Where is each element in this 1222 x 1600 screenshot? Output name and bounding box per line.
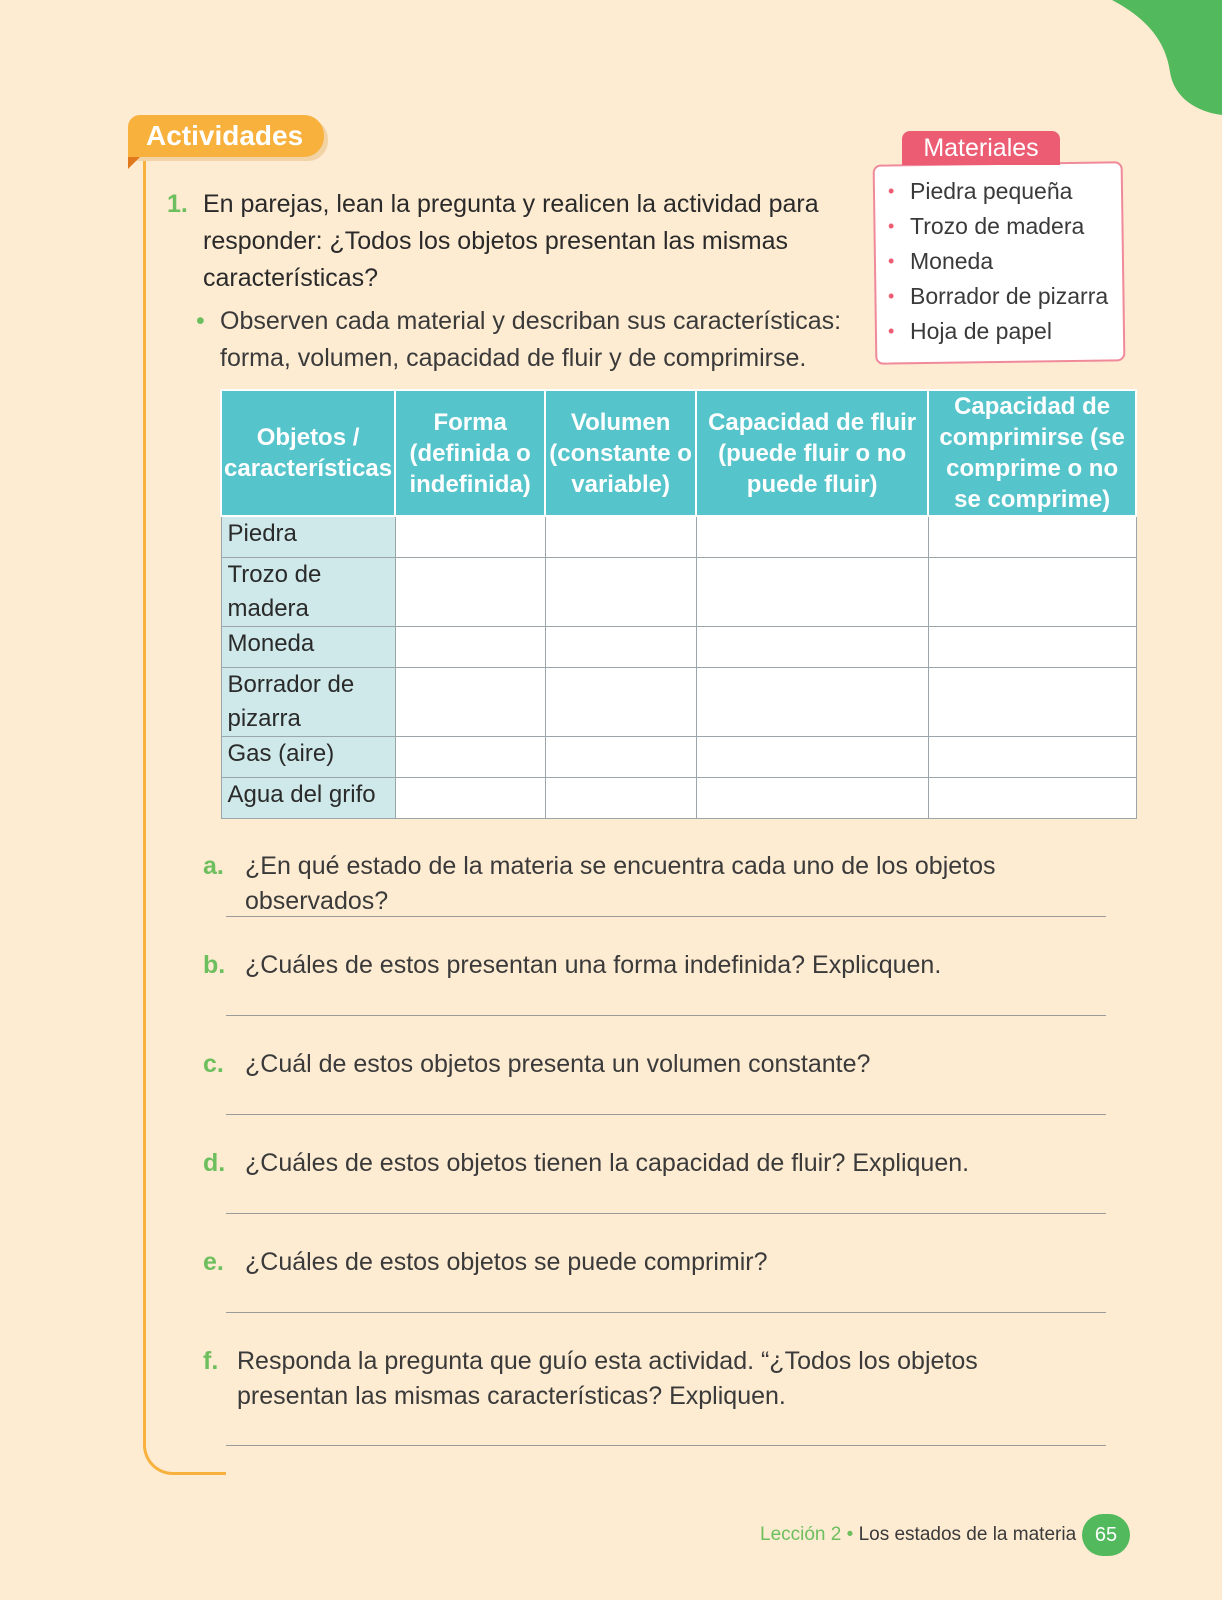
- answer-cell[interactable]: [696, 736, 928, 777]
- question-letter: f.: [203, 1347, 219, 1375]
- header-compress: Capacidad de comprimirse (se comprime o no se comprime): [928, 390, 1136, 516]
- row-label: Piedra: [221, 516, 395, 557]
- activity-title: Actividades: [146, 120, 304, 151]
- answer-cell[interactable]: [928, 777, 1136, 818]
- question-text: ¿En qué estado de la materia se encuentra cada uno de los objetos observados?: [245, 852, 996, 915]
- question-f: [203, 1344, 1003, 1414]
- answer-cell[interactable]: [395, 626, 545, 667]
- material-item: • Hoja de papel: [888, 314, 1108, 349]
- table-row: [221, 667, 1136, 736]
- question-text: ¿Cuáles de estos objetos se puede comprimir?: [245, 1248, 768, 1276]
- table-row: [221, 736, 1136, 777]
- answer-cell[interactable]: [928, 557, 1136, 626]
- answer-cell[interactable]: [545, 777, 696, 818]
- answer-cell[interactable]: [395, 667, 545, 736]
- answer-cell[interactable]: [395, 557, 545, 626]
- answer-cell[interactable]: [928, 516, 1136, 557]
- answer-line-e[interactable]: [226, 1312, 1106, 1313]
- answer-cell[interactable]: [545, 557, 696, 626]
- answer-cell[interactable]: [928, 667, 1136, 736]
- answer-cell[interactable]: [395, 736, 545, 777]
- question-letter: c.: [203, 1050, 224, 1078]
- row-label: Trozo de madera: [221, 557, 395, 626]
- answer-cell[interactable]: [545, 516, 696, 557]
- question-1: [167, 186, 867, 297]
- answer-cell[interactable]: [928, 736, 1136, 777]
- footer-separator: •: [841, 1524, 859, 1545]
- header-objects: Objetos / características: [221, 390, 395, 516]
- lesson-topic: Los estados de la materia: [858, 1524, 1077, 1545]
- page-number: 65: [1082, 1514, 1130, 1556]
- question-1-number: 1.: [167, 190, 188, 218]
- table-header-row: [221, 390, 1136, 516]
- instruction-text: Observen cada material y describan sus características: forma, volumen, capacidad de fluir y de comprimirse.: [220, 307, 842, 372]
- answer-line-c[interactable]: [226, 1114, 1106, 1115]
- question-letter: d.: [203, 1149, 226, 1177]
- material-item: • Moneda: [888, 244, 1108, 279]
- answer-cell[interactable]: [395, 777, 545, 818]
- characteristics-table: [220, 389, 1137, 819]
- answer-cell[interactable]: [696, 516, 928, 557]
- table-row: [221, 626, 1136, 667]
- table-row: [221, 777, 1136, 818]
- row-label: Gas (aire): [221, 736, 395, 777]
- material-item: • Piedra pequeña: [888, 174, 1108, 209]
- answer-cell[interactable]: [696, 557, 928, 626]
- question-e: [203, 1245, 1103, 1280]
- question-text: Responda la pregunta que guío esta actividad. “¿Todos los objetos presentan las mismas características? Expliquen.: [237, 1347, 978, 1410]
- question-text: ¿Cuáles de estos presentan una forma indefinida? Explicquen.: [245, 951, 942, 979]
- answer-cell[interactable]: [545, 626, 696, 667]
- answer-cell[interactable]: [395, 516, 545, 557]
- question-b: [203, 948, 1103, 983]
- header-flow: Capacidad de fluir (puede fluir o no puede fluir): [696, 390, 928, 516]
- answer-cell[interactable]: [545, 667, 696, 736]
- answer-line-a[interactable]: [226, 916, 1106, 917]
- activity-tab-fold: [128, 157, 140, 169]
- row-label: Moneda: [221, 626, 395, 667]
- question-1-text: En parejas, lean la pregunta y realicen la actividad para responder: ¿Todos los objetos presentan las mismas características?: [203, 190, 819, 292]
- page-footer: [760, 1520, 1076, 1550]
- question-c: [203, 1047, 1103, 1082]
- question-letter: b.: [203, 951, 226, 979]
- question-text: ¿Cuál de estos objetos presenta un volumen constante?: [245, 1050, 871, 1078]
- question-letter: e.: [203, 1248, 224, 1276]
- question-letter: a.: [203, 852, 224, 880]
- materials-list: [888, 174, 1108, 349]
- corner-decoration: [1112, 0, 1222, 115]
- bullet-icon: •: [196, 307, 205, 335]
- table-row: [221, 557, 1136, 626]
- answer-cell[interactable]: [545, 736, 696, 777]
- answer-line-b[interactable]: [226, 1015, 1106, 1016]
- row-label: Agua del grifo: [221, 777, 395, 818]
- header-volume: Volumen (constante o variable): [545, 390, 696, 516]
- answer-line-d[interactable]: [226, 1213, 1106, 1214]
- header-shape: Forma (definida o indefinida): [395, 390, 545, 516]
- material-item: • Borrador de pizarra: [888, 279, 1108, 314]
- answer-cell[interactable]: [696, 626, 928, 667]
- material-item: • Trozo de madera: [888, 209, 1108, 244]
- answer-cell[interactable]: [696, 667, 928, 736]
- question-text: ¿Cuáles de estos objetos tienen la capacidad de fluir? Expliquen.: [245, 1149, 970, 1177]
- question-d: [203, 1146, 1103, 1181]
- row-label: Borrador de pizarra: [221, 667, 395, 736]
- materials-title: Materiales: [902, 131, 1060, 165]
- lesson-label: Lección 2: [760, 1524, 842, 1545]
- table-row: [221, 516, 1136, 557]
- question-a: [203, 849, 1103, 919]
- answer-cell[interactable]: [696, 777, 928, 818]
- answer-line-f[interactable]: [226, 1445, 1106, 1446]
- answer-cell[interactable]: [928, 626, 1136, 667]
- question-1-instruction: [196, 303, 866, 377]
